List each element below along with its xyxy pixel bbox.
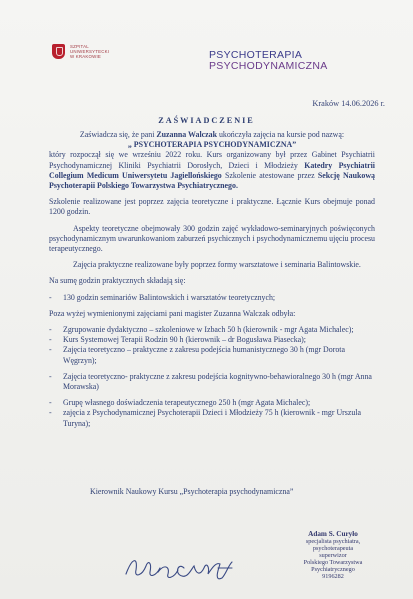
supervision-intro: Poza wyżej wymienionymi zajęciami pani magister Zuzanna Walczak odbyła: [49, 308, 296, 318]
university-name: SZPITAL UNIWERSYTECKI W KRAKOWIE [70, 44, 110, 59]
list-item: - zajęcia z Psychodynamicznej Psychoterapii Dzieci i Młodzieży 75 h (kierownik - mgr Urszula Turyna); [49, 408, 361, 428]
list-item: - Kurs Systemowej Terapii Rodzin 90 h (kierownik – dr Bogusława Piasecka); [49, 335, 306, 345]
document-date: Kraków 14.06.2026 r. [312, 99, 385, 108]
document-body [49, 130, 375, 429]
intro-line: Zaświadcza się, że pani Zuzanna Walczak ukończyła zajęcia na kursie pod nazwą: [79, 130, 345, 139]
brand-line-2: PSYCHODYNAMICZNA [209, 60, 328, 72]
document-title: ZAŚWIADCZENIE [158, 116, 255, 125]
paragraph-practice: Zajęcia praktyczne realizowane były poprzez formy warsztatowe i seminaria Balintowskie. [73, 260, 361, 270]
university-logo [52, 44, 109, 59]
practice-intro: Na sumę godzin praktycznych składają się: [49, 276, 186, 286]
list-item: - Grupę własnego doświadczenia terapeutycznego 250 h (mgr Agata Michalec); [49, 398, 311, 408]
list-item: - Zgrupowanie dydaktyczno – szkoleniowe w Izbach 50 h (kierownik - mgr Agata Michalec); [49, 325, 354, 335]
recipient-name: Zuzanna Walczak [156, 130, 217, 139]
handwritten-signature [122, 548, 242, 586]
paragraph-hours: Szkolenie realizowane jest poprzez zajęcia teoretyczne i praktyczne. Łącznie Kurs obejmuje ponad 1200 godzin. [49, 197, 375, 217]
list-item: - Zajęcia teoretyczno – praktyczne z zakresu podejścia humanistycznego 30 h (mgr Dorota Węgrzyn); [49, 345, 345, 365]
signatory-stamp: Adam S. Curyło specjalista psychiatra, psychoterapeuta superwizor Polskiego Towarzystwa Psychiatrycznego 9196282 [303, 530, 363, 580]
paragraph-theory: Aspekty teoretyczne obejmowały 300 godzin zajęć wykładowo-seminaryjnych poświęconych psychodynamicznym uwarunkowaniom zaburzeń psychicznych i psychodynamicznemu ujęciu procesu terapeutycznego. [49, 223, 375, 254]
brand-line-1: PSYCHOTERAPIA [209, 49, 303, 61]
signatory-title: Kierownik Naukowy Kursu „Psychoterapia psychodynamiczna” [90, 487, 294, 496]
list-item: - Zajęcia teoretyczno- praktyczne z zakresu podejścia kognitywno-behawioralnego 30 h (mgr Anna Morawska) [49, 371, 372, 392]
crest-icon [52, 44, 65, 59]
list-item: - 130 godzin seminariów Balintowskich i warsztatów teoretycznych; [49, 292, 276, 302]
brand-logo [209, 50, 328, 72]
paragraph-course-info: który rozpoczął się we wrześniu 2022 roku. Kurs organizowany był przez Gabinet Psychiatrii Psychodynamicznej Kliniki Psychiatrii Dorosłych, Dzieci i Młodzieży Katedry Psychiatrii Collegium Medicum Uniwersytetu Jagiellońskiego Szkolenie atestowane przez Sekcję Naukową Psychoterapii Polskiego Towarzystwa Psychiatrycznego. [49, 150, 375, 191]
course-name: „ PSYCHOTERAPIA PSYCHODYNAMICZNA” [127, 140, 297, 150]
